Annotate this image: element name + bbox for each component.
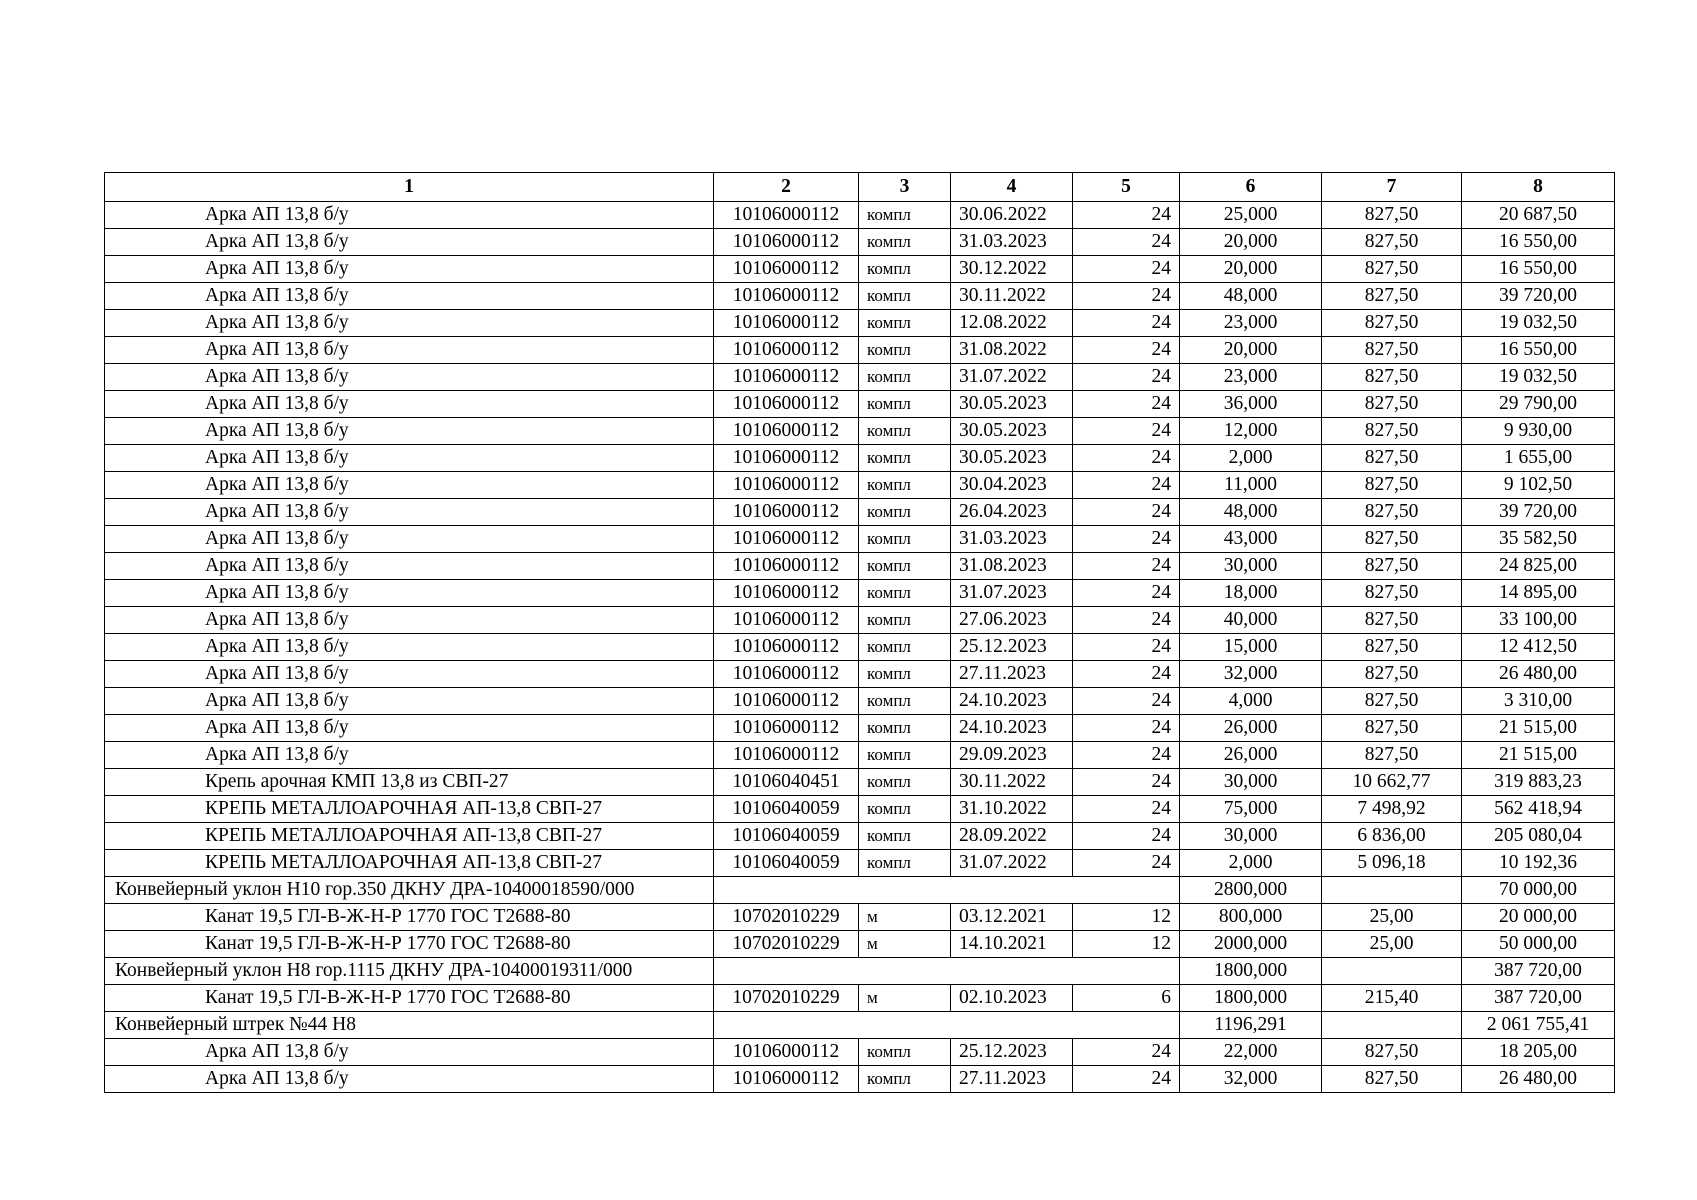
item-date: 31.10.2022	[951, 796, 1073, 823]
item-price: 827,50	[1322, 364, 1462, 391]
group-sum: 2 061 755,41	[1462, 1012, 1615, 1039]
item-qty: 40,000	[1180, 607, 1322, 634]
item-name: Арка АП 13,8 б/у	[105, 1039, 714, 1066]
item-qty: 800,000	[1180, 904, 1322, 931]
item-name: Арка АП 13,8 б/у	[105, 634, 714, 661]
table-row	[105, 364, 1615, 391]
group-qty: 1196,291	[1180, 1012, 1322, 1039]
table-row	[105, 850, 1615, 877]
item-months: 6	[1073, 985, 1180, 1012]
item-months: 24	[1073, 661, 1180, 688]
item-unit: компл	[859, 688, 951, 715]
item-sum: 14 895,00	[1462, 580, 1615, 607]
table-row	[105, 472, 1615, 499]
table-row	[105, 931, 1615, 958]
table-row	[105, 337, 1615, 364]
table-row	[105, 1066, 1615, 1093]
item-price: 827,50	[1322, 445, 1462, 472]
item-price: 827,50	[1322, 607, 1462, 634]
group-row	[105, 958, 1615, 985]
item-qty: 30,000	[1180, 553, 1322, 580]
item-code: 10106000112	[714, 661, 859, 688]
item-months: 24	[1073, 229, 1180, 256]
item-months: 24	[1073, 283, 1180, 310]
item-sum: 20 687,50	[1462, 202, 1615, 229]
item-sum: 20 000,00	[1462, 904, 1615, 931]
table-row	[105, 526, 1615, 553]
header-row	[105, 173, 1615, 202]
item-unit: компл	[859, 580, 951, 607]
item-date: 26.04.2023	[951, 499, 1073, 526]
item-unit: м	[859, 904, 951, 931]
col-header-4: 4	[951, 173, 1073, 202]
table-row	[105, 499, 1615, 526]
item-name: Арка АП 13,8 б/у	[105, 256, 714, 283]
item-date: 30.06.2022	[951, 202, 1073, 229]
item-code: 10106000112	[714, 337, 859, 364]
item-qty: 30,000	[1180, 823, 1322, 850]
table-row	[105, 823, 1615, 850]
item-months: 24	[1073, 499, 1180, 526]
table-row	[105, 202, 1615, 229]
item-unit: компл	[859, 715, 951, 742]
item-unit: компл	[859, 364, 951, 391]
table-row	[105, 256, 1615, 283]
item-sum: 319 883,23	[1462, 769, 1615, 796]
item-qty: 26,000	[1180, 715, 1322, 742]
item-unit: компл	[859, 391, 951, 418]
item-name: Арка АП 13,8 б/у	[105, 526, 714, 553]
item-months: 12	[1073, 904, 1180, 931]
group-sum: 387 720,00	[1462, 958, 1615, 985]
item-date: 30.12.2022	[951, 256, 1073, 283]
item-code: 10106000112	[714, 445, 859, 472]
item-qty: 26,000	[1180, 742, 1322, 769]
item-sum: 21 515,00	[1462, 742, 1615, 769]
item-name: Арка АП 13,8 б/у	[105, 391, 714, 418]
item-name: Арка АП 13,8 б/у	[105, 1066, 714, 1093]
item-code: 10106000112	[714, 472, 859, 499]
table-row	[105, 634, 1615, 661]
table-row	[105, 688, 1615, 715]
item-qty: 43,000	[1180, 526, 1322, 553]
group-name: Конвейерный штрек №44 Н8	[105, 1012, 714, 1039]
item-code: 10106000112	[714, 391, 859, 418]
item-code: 10106000112	[714, 364, 859, 391]
item-qty: 4,000	[1180, 688, 1322, 715]
col-header-3: 3	[859, 173, 951, 202]
item-price: 10 662,77	[1322, 769, 1462, 796]
item-months: 24	[1073, 472, 1180, 499]
item-price: 25,00	[1322, 931, 1462, 958]
item-months: 12	[1073, 931, 1180, 958]
item-sum: 26 480,00	[1462, 1066, 1615, 1093]
item-unit: компл	[859, 472, 951, 499]
item-months: 24	[1073, 634, 1180, 661]
item-name: Арка АП 13,8 б/у	[105, 283, 714, 310]
table-row	[105, 796, 1615, 823]
item-price: 827,50	[1322, 310, 1462, 337]
item-unit: компл	[859, 553, 951, 580]
item-sum: 16 550,00	[1462, 229, 1615, 256]
item-qty: 36,000	[1180, 391, 1322, 418]
item-name: Арка АП 13,8 б/у	[105, 472, 714, 499]
item-price: 827,50	[1322, 499, 1462, 526]
item-unit: компл	[859, 310, 951, 337]
group-price-blank	[1322, 1012, 1462, 1039]
item-price: 827,50	[1322, 1066, 1462, 1093]
item-unit: компл	[859, 769, 951, 796]
item-months: 24	[1073, 337, 1180, 364]
item-price: 827,50	[1322, 472, 1462, 499]
item-code: 10106000112	[714, 256, 859, 283]
item-qty: 15,000	[1180, 634, 1322, 661]
item-qty: 20,000	[1180, 229, 1322, 256]
table-row	[105, 985, 1615, 1012]
item-sum: 10 192,36	[1462, 850, 1615, 877]
item-price: 827,50	[1322, 580, 1462, 607]
item-price: 827,50	[1322, 283, 1462, 310]
table-row	[105, 391, 1615, 418]
item-months: 24	[1073, 580, 1180, 607]
item-date: 30.04.2023	[951, 472, 1073, 499]
item-price: 25,00	[1322, 904, 1462, 931]
item-price: 827,50	[1322, 634, 1462, 661]
item-months: 24	[1073, 256, 1180, 283]
item-months: 24	[1073, 391, 1180, 418]
item-date: 31.07.2022	[951, 364, 1073, 391]
item-code: 10702010229	[714, 985, 859, 1012]
item-date: 12.08.2022	[951, 310, 1073, 337]
item-sum: 3 310,00	[1462, 688, 1615, 715]
item-sum: 18 205,00	[1462, 1039, 1615, 1066]
item-price: 827,50	[1322, 1039, 1462, 1066]
item-months: 24	[1073, 202, 1180, 229]
item-price: 827,50	[1322, 391, 1462, 418]
item-unit: компл	[859, 526, 951, 553]
item-months: 24	[1073, 1039, 1180, 1066]
col-header-7: 7	[1322, 173, 1462, 202]
group-blank	[714, 958, 1180, 985]
item-months: 24	[1073, 688, 1180, 715]
item-code: 10106000112	[714, 634, 859, 661]
item-code: 10106000112	[714, 715, 859, 742]
group-qty: 2800,000	[1180, 877, 1322, 904]
group-name: Конвейерный уклон Н8 гор.1115 ДКНУ ДРА-10400019311/000	[105, 958, 714, 985]
item-code: 10702010229	[714, 904, 859, 931]
item-qty: 2,000	[1180, 445, 1322, 472]
item-code: 10106040059	[714, 850, 859, 877]
group-qty: 1800,000	[1180, 958, 1322, 985]
table-row	[105, 283, 1615, 310]
item-unit: компл	[859, 742, 951, 769]
item-date: 25.12.2023	[951, 1039, 1073, 1066]
item-sum: 26 480,00	[1462, 661, 1615, 688]
item-code: 10106000112	[714, 688, 859, 715]
item-price: 827,50	[1322, 715, 1462, 742]
item-name: Арка АП 13,8 б/у	[105, 742, 714, 769]
item-months: 24	[1073, 418, 1180, 445]
item-name: Арка АП 13,8 б/у	[105, 688, 714, 715]
item-qty: 2,000	[1180, 850, 1322, 877]
item-qty: 11,000	[1180, 472, 1322, 499]
item-date: 02.10.2023	[951, 985, 1073, 1012]
item-months: 24	[1073, 823, 1180, 850]
item-code: 10106000112	[714, 229, 859, 256]
item-sum: 19 032,50	[1462, 364, 1615, 391]
table-row	[105, 445, 1615, 472]
item-code: 10106000112	[714, 202, 859, 229]
item-price: 827,50	[1322, 688, 1462, 715]
item-date: 03.12.2021	[951, 904, 1073, 931]
table-row	[105, 418, 1615, 445]
item-name: Арка АП 13,8 б/у	[105, 202, 714, 229]
item-code: 10106040059	[714, 796, 859, 823]
item-price: 827,50	[1322, 202, 1462, 229]
group-price-blank	[1322, 877, 1462, 904]
table-row	[105, 769, 1615, 796]
group-row	[105, 877, 1615, 904]
item-sum: 39 720,00	[1462, 283, 1615, 310]
item-date: 14.10.2021	[951, 931, 1073, 958]
item-code: 10702010229	[714, 931, 859, 958]
col-header-2: 2	[714, 173, 859, 202]
item-unit: м	[859, 931, 951, 958]
item-date: 27.11.2023	[951, 1066, 1073, 1093]
item-date: 24.10.2023	[951, 715, 1073, 742]
item-unit: компл	[859, 337, 951, 364]
item-code: 10106000112	[714, 499, 859, 526]
item-unit: компл	[859, 634, 951, 661]
item-date: 31.03.2023	[951, 526, 1073, 553]
item-name: Канат 19,5 ГЛ-В-Ж-Н-Р 1770 ГОС Т2688-80	[105, 985, 714, 1012]
item-code: 10106040059	[714, 823, 859, 850]
table-row	[105, 661, 1615, 688]
item-price: 5 096,18	[1322, 850, 1462, 877]
item-qty: 48,000	[1180, 499, 1322, 526]
item-price: 827,50	[1322, 229, 1462, 256]
item-price: 827,50	[1322, 418, 1462, 445]
item-price: 827,50	[1322, 661, 1462, 688]
item-unit: компл	[859, 202, 951, 229]
item-name: Арка АП 13,8 б/у	[105, 553, 714, 580]
item-months: 24	[1073, 742, 1180, 769]
item-sum: 205 080,04	[1462, 823, 1615, 850]
item-unit: компл	[859, 445, 951, 472]
item-sum: 29 790,00	[1462, 391, 1615, 418]
item-sum: 33 100,00	[1462, 607, 1615, 634]
item-name: Арка АП 13,8 б/у	[105, 607, 714, 634]
item-sum: 9 930,00	[1462, 418, 1615, 445]
item-code: 10106000112	[714, 526, 859, 553]
item-code: 10106000112	[714, 418, 859, 445]
item-date: 30.11.2022	[951, 769, 1073, 796]
item-code: 10106000112	[714, 580, 859, 607]
col-header-1: 1	[105, 173, 714, 202]
item-name: Арка АП 13,8 б/у	[105, 310, 714, 337]
table-row	[105, 580, 1615, 607]
item-date: 31.07.2022	[951, 850, 1073, 877]
item-date: 31.08.2023	[951, 553, 1073, 580]
item-unit: компл	[859, 796, 951, 823]
item-name: Арка АП 13,8 б/у	[105, 229, 714, 256]
item-sum: 16 550,00	[1462, 337, 1615, 364]
item-unit: компл	[859, 229, 951, 256]
item-date: 28.09.2022	[951, 823, 1073, 850]
item-months: 24	[1073, 796, 1180, 823]
item-date: 30.05.2023	[951, 391, 1073, 418]
item-date: 31.03.2023	[951, 229, 1073, 256]
col-header-5: 5	[1073, 173, 1180, 202]
item-name: Арка АП 13,8 б/у	[105, 445, 714, 472]
item-qty: 32,000	[1180, 1066, 1322, 1093]
item-sum: 39 720,00	[1462, 499, 1615, 526]
item-qty: 20,000	[1180, 256, 1322, 283]
item-unit: компл	[859, 850, 951, 877]
item-name: Арка АП 13,8 б/у	[105, 364, 714, 391]
item-qty: 25,000	[1180, 202, 1322, 229]
item-sum: 12 412,50	[1462, 634, 1615, 661]
table-row	[105, 904, 1615, 931]
item-date: 30.05.2023	[951, 445, 1073, 472]
item-qty: 12,000	[1180, 418, 1322, 445]
item-unit: компл	[859, 1066, 951, 1093]
item-name: КРЕПЬ МЕТАЛЛОАРОЧНАЯ АП-13,8 СВП-27	[105, 796, 714, 823]
item-code: 10106000112	[714, 607, 859, 634]
item-price: 827,50	[1322, 742, 1462, 769]
item-code: 10106000112	[714, 310, 859, 337]
item-months: 24	[1073, 607, 1180, 634]
item-price: 827,50	[1322, 337, 1462, 364]
item-unit: компл	[859, 661, 951, 688]
item-date: 31.08.2022	[951, 337, 1073, 364]
table-row	[105, 553, 1615, 580]
item-name: Арка АП 13,8 б/у	[105, 337, 714, 364]
item-qty: 22,000	[1180, 1039, 1322, 1066]
item-months: 24	[1073, 715, 1180, 742]
item-qty: 30,000	[1180, 769, 1322, 796]
table-row	[105, 715, 1615, 742]
item-code: 10106000112	[714, 283, 859, 310]
group-row	[105, 1012, 1615, 1039]
item-code: 10106000112	[714, 1066, 859, 1093]
item-date: 30.05.2023	[951, 418, 1073, 445]
item-price: 7 498,92	[1322, 796, 1462, 823]
table-row	[105, 229, 1615, 256]
item-sum: 50 000,00	[1462, 931, 1615, 958]
col-header-8: 8	[1462, 173, 1615, 202]
item-qty: 23,000	[1180, 310, 1322, 337]
item-sum: 387 720,00	[1462, 985, 1615, 1012]
item-sum: 562 418,94	[1462, 796, 1615, 823]
item-months: 24	[1073, 553, 1180, 580]
item-qty: 18,000	[1180, 580, 1322, 607]
item-unit: м	[859, 985, 951, 1012]
item-price: 827,50	[1322, 553, 1462, 580]
item-price: 215,40	[1322, 985, 1462, 1012]
item-name: Арка АП 13,8 б/у	[105, 499, 714, 526]
item-unit: компл	[859, 1039, 951, 1066]
item-unit: компл	[859, 283, 951, 310]
item-qty: 1800,000	[1180, 985, 1322, 1012]
item-sum: 16 550,00	[1462, 256, 1615, 283]
item-name: Крепь арочная КМП 13,8 из СВП-27	[105, 769, 714, 796]
inventory-table	[104, 172, 1615, 1093]
item-sum: 9 102,50	[1462, 472, 1615, 499]
item-qty: 23,000	[1180, 364, 1322, 391]
item-price: 827,50	[1322, 256, 1462, 283]
item-code: 10106000112	[714, 553, 859, 580]
item-sum: 21 515,00	[1462, 715, 1615, 742]
table-row	[105, 742, 1615, 769]
col-header-6: 6	[1180, 173, 1322, 202]
group-price-blank	[1322, 958, 1462, 985]
item-months: 24	[1073, 1066, 1180, 1093]
item-name: Арка АП 13,8 б/у	[105, 715, 714, 742]
item-date: 29.09.2023	[951, 742, 1073, 769]
item-qty: 75,000	[1180, 796, 1322, 823]
item-date: 31.07.2023	[951, 580, 1073, 607]
item-name: Канат 19,5 ГЛ-В-Ж-Н-Р 1770 ГОС Т2688-80	[105, 931, 714, 958]
item-months: 24	[1073, 769, 1180, 796]
item-qty: 2000,000	[1180, 931, 1322, 958]
item-price: 827,50	[1322, 526, 1462, 553]
item-unit: компл	[859, 607, 951, 634]
item-months: 24	[1073, 526, 1180, 553]
item-name: Арка АП 13,8 б/у	[105, 418, 714, 445]
table-body	[105, 202, 1615, 1093]
item-sum: 35 582,50	[1462, 526, 1615, 553]
item-name: КРЕПЬ МЕТАЛЛОАРОЧНАЯ АП-13,8 СВП-27	[105, 850, 714, 877]
group-sum: 70 000,00	[1462, 877, 1615, 904]
item-date: 30.11.2022	[951, 283, 1073, 310]
group-name: Конвейерный уклон Н10 гор.350 ДКНУ ДРА-10400018590/000	[105, 877, 714, 904]
item-price: 6 836,00	[1322, 823, 1462, 850]
item-sum: 24 825,00	[1462, 553, 1615, 580]
item-months: 24	[1073, 445, 1180, 472]
item-date: 27.11.2023	[951, 661, 1073, 688]
table-row	[105, 607, 1615, 634]
item-unit: компл	[859, 499, 951, 526]
item-unit: компл	[859, 418, 951, 445]
item-months: 24	[1073, 310, 1180, 337]
item-sum: 1 655,00	[1462, 445, 1615, 472]
item-qty: 48,000	[1180, 283, 1322, 310]
item-months: 24	[1073, 364, 1180, 391]
group-blank	[714, 877, 1180, 904]
item-date: 27.06.2023	[951, 607, 1073, 634]
item-date: 25.12.2023	[951, 634, 1073, 661]
item-code: 10106000112	[714, 1039, 859, 1066]
item-months: 24	[1073, 850, 1180, 877]
table-row	[105, 1039, 1615, 1066]
table-row	[105, 310, 1615, 337]
item-code: 10106040451	[714, 769, 859, 796]
item-name: КРЕПЬ МЕТАЛЛОАРОЧНАЯ АП-13,8 СВП-27	[105, 823, 714, 850]
item-qty: 20,000	[1180, 337, 1322, 364]
item-name: Арка АП 13,8 б/у	[105, 661, 714, 688]
item-name: Канат 19,5 ГЛ-В-Ж-Н-Р 1770 ГОС Т2688-80	[105, 904, 714, 931]
item-sum: 19 032,50	[1462, 310, 1615, 337]
group-blank	[714, 1012, 1180, 1039]
item-unit: компл	[859, 823, 951, 850]
item-date: 24.10.2023	[951, 688, 1073, 715]
item-code: 10106000112	[714, 742, 859, 769]
item-name: Арка АП 13,8 б/у	[105, 580, 714, 607]
item-qty: 32,000	[1180, 661, 1322, 688]
item-unit: компл	[859, 256, 951, 283]
